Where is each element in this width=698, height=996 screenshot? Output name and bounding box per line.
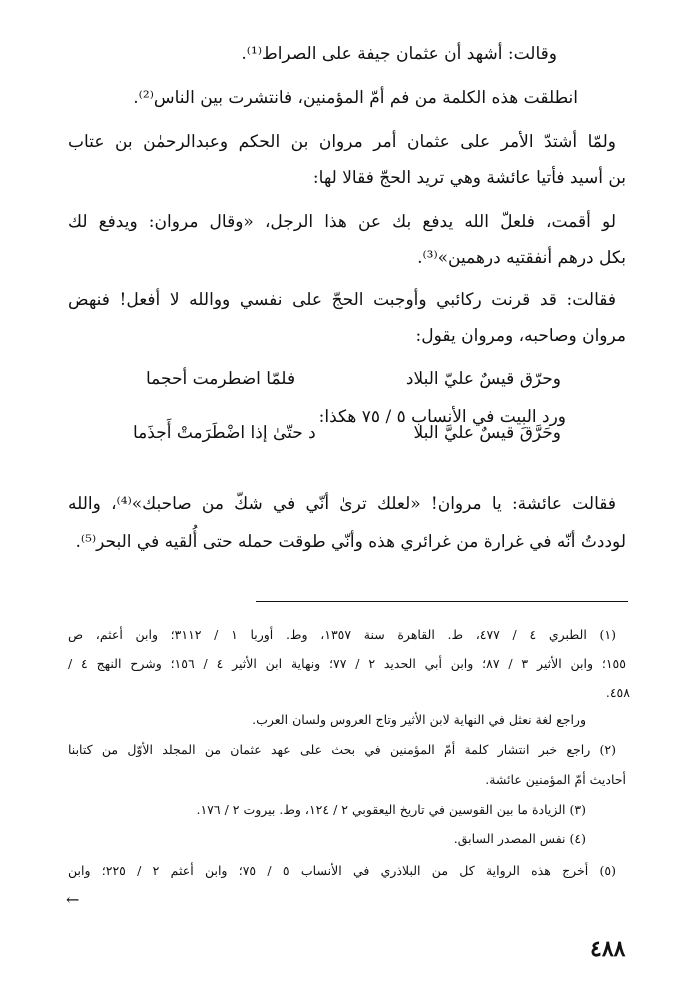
body-line-1: وقالت: أشهد أن عثمان جيفة على الصراط⁽¹⁾. bbox=[241, 44, 557, 64]
body-line-7: فقالت: قد قرنت ركائبي وأوجبت الحجّ على نفسي ووالله لا أفعل! فنهض bbox=[68, 290, 616, 310]
poem-2-second-hemistich: د حتّىٰ إذا اضْطَرَمتْ أَجذَما bbox=[133, 423, 316, 443]
continue-arrow-icon: ← bbox=[66, 890, 80, 909]
poem-1-second-hemistich: فلمّا اضطرمت أحجما bbox=[146, 369, 296, 389]
footnote-line-3: ٤٥٨. bbox=[605, 685, 630, 700]
body-line-10: لوددتُ أنّه في غرارة من غرائري هذه وأنّي طوقت حمله حتى أُلقيه في البحر⁽⁵⁾. bbox=[75, 532, 626, 552]
page-number: ٤٨٨ bbox=[590, 936, 626, 962]
body-line-9: فقالت عائشة: يا مروان! «لعلك ترىٰ أنّي في شكّ من صاحبك»⁽⁴⁾، والله bbox=[68, 494, 617, 514]
body-line-4: بن أسيد فأتيا عائشة وهي تريد الحجّ فقالا لها: bbox=[312, 168, 626, 188]
footnote-line-7: (٣) الزيادة ما بين القوسين في تاريخ اليعقوبي ٢ / ١٢٤، وط. بيروت ٢ / ١٧٦. bbox=[196, 802, 586, 817]
poem-2-first-hemistich: وحَرَّقَ قيسٌ عليَّ البلا bbox=[413, 423, 561, 443]
poem-1-first-hemistich: وحرّق قيسٌ عليّ البلاد bbox=[405, 369, 561, 389]
body-line-5: لو أقمت، فلعلّ الله يدفع بك عن هذا الرجل، «وقال مروان: ويدفع لك bbox=[68, 212, 616, 232]
footnote-line-6: أحاديث أمّ المؤمنين عائشة. bbox=[485, 772, 626, 787]
footnote-separator bbox=[256, 601, 628, 602]
footnote-line-2: ١٥٥؛ وابن الأثير ٣ / ٨٧؛ وابن أبي الحديد ٢ / ٧٧؛ ونهاية ابن الأثير ٤ / ١٥٦؛ وشرح النهج ٤ / bbox=[68, 656, 626, 671]
body-line-2: انطلقت هذه الكلمة من فم أمّ المؤمنين، فانتشرت بين الناس⁽²⁾. bbox=[133, 88, 578, 108]
footnote-line-4: وراجع لغة نعثل في النهاية لابن الأثير وتاج العروس ولسان العرب. bbox=[252, 712, 586, 727]
body-line-3: ولمّا أشتدّ الأمر على عثمان أمر مروان بن الحكم وعبدالرحمٰن بن عتاب bbox=[68, 132, 616, 152]
footnote-line-8: (٤) نفس المصدر السابق. bbox=[453, 831, 586, 846]
footnote-line-5: (٢) راجع خبر انتشار كلمة أمّ المؤمنين في بحث على عهد عثمان من المجلد الأوّل من كتابنا bbox=[68, 742, 616, 757]
body-line-8: مروان وصاحبه، ومروان يقول: bbox=[415, 326, 626, 346]
footnote-line-9: (٥) أخرج هذه الرواية كل من البلاذري في الأنساب ٥ / ٧٥؛ وابن أعثم ٢ / ٢٢٥؛ وابن bbox=[68, 863, 617, 878]
note-line: ورد البيت في الأنساب ٥ / ٧٥ هكذا: bbox=[318, 407, 566, 427]
footnote-line-1: (١) الطبري ٤ / ٤٧٧، ط. القاهرة سنة ١٣٥٧، وط. أوربا ١ / ٣١١٢؛ وابن أعثم، ص bbox=[68, 627, 616, 642]
body-line-6: بكل درهم أنفقتيه درهمين»⁽³⁾. bbox=[417, 248, 626, 268]
